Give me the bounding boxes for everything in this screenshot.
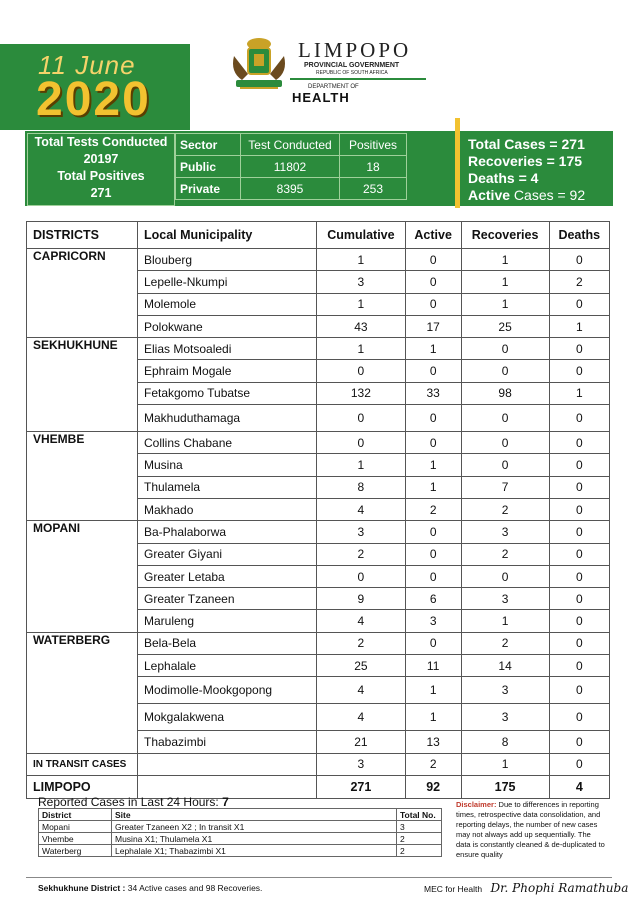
cumulative-value: 21 bbox=[317, 731, 406, 753]
total-deaths: Deaths = 4 bbox=[468, 170, 539, 186]
table-row bbox=[27, 338, 610, 360]
active-value: 13 bbox=[405, 731, 461, 753]
positives-header: Positives bbox=[340, 134, 407, 156]
rt-total: 2 bbox=[397, 845, 442, 857]
deaths-value: 0 bbox=[549, 588, 609, 610]
active-value: 1 bbox=[405, 677, 461, 704]
active-value: 0 bbox=[405, 521, 461, 543]
tests-summary bbox=[27, 133, 175, 206]
sek-label: Sekhukhune District : bbox=[38, 883, 126, 893]
recoveries-value: 3 bbox=[461, 588, 549, 610]
transit-cumulative: 3 bbox=[317, 753, 406, 775]
mec-label: MEC for Health bbox=[424, 884, 483, 894]
positives-value: 271 bbox=[90, 186, 112, 200]
recoveries-value: 0 bbox=[461, 338, 549, 360]
deaths-value: 1 bbox=[549, 382, 609, 404]
municipality-name: Polokwane bbox=[138, 315, 317, 337]
recoveries-value: 1 bbox=[461, 249, 549, 271]
deaths-value: 0 bbox=[549, 476, 609, 498]
deaths-value: 0 bbox=[549, 543, 609, 565]
coat-of-arms-icon bbox=[226, 36, 292, 92]
disclaimer bbox=[456, 800, 606, 860]
total-deaths: 4 bbox=[549, 775, 609, 798]
cumulative-value: 0 bbox=[317, 360, 406, 382]
department-name: HEALTH bbox=[292, 90, 350, 105]
cumulative-value: 4 bbox=[317, 677, 406, 704]
sector-row bbox=[176, 178, 407, 200]
rt-site: Musina X1; Thulamela X1 bbox=[112, 833, 397, 845]
municipality-name: Molemole bbox=[138, 293, 317, 315]
municipality-name: Thulamela bbox=[138, 476, 317, 498]
deaths-value: 0 bbox=[549, 731, 609, 753]
total-label: LIMPOPO bbox=[27, 775, 138, 798]
district-name: SEKHUKHUNE bbox=[27, 338, 138, 432]
transit-active: 2 bbox=[405, 753, 461, 775]
sector-positives: 18 bbox=[340, 156, 407, 178]
recoveries-value: 8 bbox=[461, 731, 549, 753]
table-row bbox=[27, 521, 610, 543]
transit-row bbox=[27, 753, 610, 775]
active-value: 1 bbox=[405, 454, 461, 476]
reported-row bbox=[39, 821, 442, 833]
active-value: 0 bbox=[405, 632, 461, 654]
cumulative-value: 2 bbox=[317, 543, 406, 565]
tests-label: Total Tests Conducted bbox=[34, 135, 168, 149]
table-header-row bbox=[27, 222, 610, 249]
total-cases: Total Cases = 271 bbox=[468, 136, 585, 152]
recoveries-value: 7 bbox=[461, 476, 549, 498]
cumulative-value: 2 bbox=[317, 632, 406, 654]
deaths-value: 0 bbox=[549, 565, 609, 587]
cumulative-value: 132 bbox=[317, 382, 406, 404]
test-header: Test Conducted bbox=[241, 134, 340, 156]
rt-col-site: Site bbox=[112, 809, 397, 821]
totals-summary bbox=[468, 136, 585, 204]
deaths-value: 0 bbox=[549, 360, 609, 382]
active-value: 0 bbox=[405, 543, 461, 565]
active-label: Active bbox=[468, 187, 511, 203]
deaths-value: 0 bbox=[549, 338, 609, 360]
recoveries-value: 2 bbox=[461, 543, 549, 565]
cumulative-value: 1 bbox=[317, 338, 406, 360]
cumulative-value: 8 bbox=[317, 476, 406, 498]
rt-total: 2 bbox=[397, 833, 442, 845]
rt-district: Vhembe bbox=[39, 833, 112, 845]
deaths-value: 0 bbox=[549, 249, 609, 271]
cumulative-value: 1 bbox=[317, 454, 406, 476]
col-districts: DISTRICTS bbox=[27, 222, 138, 249]
recoveries-value: 1 bbox=[461, 293, 549, 315]
district-name: CAPRICORN bbox=[27, 249, 138, 338]
deaths-value: 0 bbox=[549, 610, 609, 632]
total-recoveries: 175 bbox=[461, 775, 549, 798]
rt-col-district: District bbox=[39, 809, 112, 821]
positives-label: Total Positives bbox=[57, 169, 145, 183]
col-recoveries: Recoveries bbox=[461, 222, 549, 249]
sector-name: Public bbox=[176, 156, 241, 178]
deaths-value: 0 bbox=[549, 293, 609, 315]
active-value: 3 bbox=[405, 610, 461, 632]
transit-label: IN TRANSIT CASES bbox=[27, 753, 138, 775]
date-year: 2020 bbox=[36, 73, 151, 126]
municipality-name: Lephalale bbox=[138, 655, 317, 677]
rt-site: Lephalale X1; Thabazimbi X1 bbox=[112, 845, 397, 857]
total-active: 92 bbox=[405, 775, 461, 798]
active-value: 0 bbox=[405, 565, 461, 587]
cumulative-value: 0 bbox=[317, 432, 406, 454]
sector-tests: 11802 bbox=[241, 156, 340, 178]
rt-district: Waterberg bbox=[39, 845, 112, 857]
active-value: 0 bbox=[405, 249, 461, 271]
sector-name: Private bbox=[176, 178, 241, 200]
reported-cases bbox=[38, 795, 229, 809]
recoveries-value: 3 bbox=[461, 521, 549, 543]
municipality-name: Lepelle-Nkumpi bbox=[138, 271, 317, 293]
recoveries-value: 0 bbox=[461, 565, 549, 587]
recoveries-value: 0 bbox=[461, 454, 549, 476]
transit-deaths: 0 bbox=[549, 753, 609, 775]
summary-divider bbox=[455, 118, 460, 208]
disclaimer-label: Disclaimer: bbox=[456, 800, 497, 809]
deaths-value: 2 bbox=[549, 271, 609, 293]
col-active: Active bbox=[405, 222, 461, 249]
municipality-name: Greater Tzaneen bbox=[138, 588, 317, 610]
disclaimer-text: Due to differences in reporting times, retrospective data consolidation, and reporting delays, the number of new cases may not always add up sequentially. The data is constantly cleaned & de-duplicated to ensure quality bbox=[456, 800, 605, 859]
cumulative-value: 1 bbox=[317, 293, 406, 315]
deaths-value: 0 bbox=[549, 677, 609, 704]
table-row bbox=[27, 432, 610, 454]
municipality-name: Greater Giyani bbox=[138, 543, 317, 565]
sector-table bbox=[175, 133, 407, 200]
municipality-name: Musina bbox=[138, 454, 317, 476]
active-value: Cases = 92 bbox=[510, 187, 586, 203]
active-value: 1 bbox=[405, 476, 461, 498]
reported-row bbox=[39, 845, 442, 857]
recoveries-value: 2 bbox=[461, 632, 549, 654]
active-value: 6 bbox=[405, 588, 461, 610]
cumulative-value: 0 bbox=[317, 405, 406, 432]
municipality-name: Ba-Phalaborwa bbox=[138, 521, 317, 543]
mec-signature bbox=[424, 881, 628, 895]
cumulative-value: 9 bbox=[317, 588, 406, 610]
col-deaths: Deaths bbox=[549, 222, 609, 249]
cumulative-value: 0 bbox=[317, 565, 406, 587]
municipality-name: Ephraim Mogale bbox=[138, 360, 317, 382]
municipality-name: Fetakgomo Tubatse bbox=[138, 382, 317, 404]
active-value: 1 bbox=[405, 338, 461, 360]
district-name: WATERBERG bbox=[27, 632, 138, 753]
sector-tests: 8395 bbox=[241, 178, 340, 200]
cumulative-value: 25 bbox=[317, 655, 406, 677]
recoveries-value: 1 bbox=[461, 271, 549, 293]
district-name: MOPANI bbox=[27, 521, 138, 632]
active-value: 17 bbox=[405, 315, 461, 337]
municipality-name: Greater Letaba bbox=[138, 565, 317, 587]
province-name: LIMPOPO bbox=[298, 38, 412, 62]
sector-header: Sector bbox=[176, 134, 241, 156]
footer-divider bbox=[26, 877, 612, 878]
municipality-name: Elias Motsoaledi bbox=[138, 338, 317, 360]
sek-text: 34 Active cases and 98 Recoveries. bbox=[125, 883, 263, 893]
cumulative-value: 3 bbox=[317, 271, 406, 293]
col-cumulative: Cumulative bbox=[317, 222, 406, 249]
active-value: 1 bbox=[405, 704, 461, 731]
municipality-name: Makhado bbox=[138, 498, 317, 520]
rt-col-total: Total No. bbox=[397, 809, 442, 821]
deaths-value: 0 bbox=[549, 432, 609, 454]
table-row bbox=[27, 632, 610, 654]
cumulative-value: 4 bbox=[317, 498, 406, 520]
municipality-name: Thabazimbi bbox=[138, 731, 317, 753]
municipality-name: Blouberg bbox=[138, 249, 317, 271]
active-value: 11 bbox=[405, 655, 461, 677]
cumulative-value: 1 bbox=[317, 249, 406, 271]
deaths-value: 0 bbox=[549, 655, 609, 677]
signature: Dr. Phophi Ramathuba bbox=[490, 881, 629, 895]
municipality-name: Collins Chabane bbox=[138, 432, 317, 454]
recoveries-value: 3 bbox=[461, 704, 549, 731]
total-recoveries: Recoveries = 175 bbox=[468, 153, 583, 169]
transit-municipality bbox=[138, 753, 317, 775]
deaths-value: 1 bbox=[549, 315, 609, 337]
municipality-name: Mokgalakwena bbox=[138, 704, 317, 731]
government-logo bbox=[226, 36, 426, 106]
active-value: 2 bbox=[405, 498, 461, 520]
active-value: 0 bbox=[405, 271, 461, 293]
recoveries-value: 0 bbox=[461, 360, 549, 382]
cumulative-value: 4 bbox=[317, 610, 406, 632]
rt-total: 3 bbox=[397, 821, 442, 833]
rt-district: Mopani bbox=[39, 821, 112, 833]
recoveries-value: 98 bbox=[461, 382, 549, 404]
active-value: 33 bbox=[405, 382, 461, 404]
sector-row bbox=[176, 156, 407, 178]
district-name: VHEMBE bbox=[27, 432, 138, 521]
sector-positives: 253 bbox=[340, 178, 407, 200]
rt-site: Greater Tzaneen X2 ; In transit X1 bbox=[112, 821, 397, 833]
active-value: 0 bbox=[405, 405, 461, 432]
divider bbox=[290, 78, 426, 80]
deaths-value: 0 bbox=[549, 405, 609, 432]
deaths-value: 0 bbox=[549, 632, 609, 654]
col-municipality: Local Municipality bbox=[138, 222, 317, 249]
tests-value: 20197 bbox=[83, 152, 119, 166]
recoveries-value: 0 bbox=[461, 432, 549, 454]
sekhukhune-note bbox=[38, 883, 262, 893]
reported-value: 7 bbox=[222, 795, 229, 809]
cumulative-value: 3 bbox=[317, 521, 406, 543]
recoveries-value: 1 bbox=[461, 610, 549, 632]
district-cases-table bbox=[26, 221, 610, 799]
municipality-name: Bela-Bela bbox=[138, 632, 317, 654]
recoveries-value: 3 bbox=[461, 677, 549, 704]
reported-label: Reported Cases in Last 24 Hours: bbox=[38, 795, 219, 809]
active-value: 0 bbox=[405, 293, 461, 315]
municipality-name: Makhuduthamaga bbox=[138, 405, 317, 432]
recoveries-value: 14 bbox=[461, 655, 549, 677]
total-cumulative: 271 bbox=[317, 775, 406, 798]
reported-header-row bbox=[39, 809, 442, 821]
municipality-name: Modimolle-Mookgopong bbox=[138, 677, 317, 704]
municipality-name: Maruleng bbox=[138, 610, 317, 632]
deaths-value: 0 bbox=[549, 704, 609, 731]
reported-row bbox=[39, 833, 442, 845]
reported-table bbox=[38, 808, 442, 857]
date-day: 11 June bbox=[38, 50, 136, 80]
deaths-value: 0 bbox=[549, 454, 609, 476]
table-row bbox=[27, 249, 610, 271]
cumulative-value: 4 bbox=[317, 704, 406, 731]
recoveries-value: 2 bbox=[461, 498, 549, 520]
recoveries-value: 0 bbox=[461, 405, 549, 432]
deaths-value: 0 bbox=[549, 498, 609, 520]
gov-line: PROVINCIAL GOVERNMENT bbox=[304, 62, 400, 69]
transit-recoveries: 1 bbox=[461, 753, 549, 775]
cumulative-value: 43 bbox=[317, 315, 406, 337]
recoveries-value: 25 bbox=[461, 315, 549, 337]
active-value: 0 bbox=[405, 360, 461, 382]
republic-line: REPUBLIC OF SOUTH AFRICA bbox=[316, 70, 388, 76]
active-value: 0 bbox=[405, 432, 461, 454]
department-line: DEPARTMENT OF bbox=[308, 84, 359, 90]
deaths-value: 0 bbox=[549, 521, 609, 543]
